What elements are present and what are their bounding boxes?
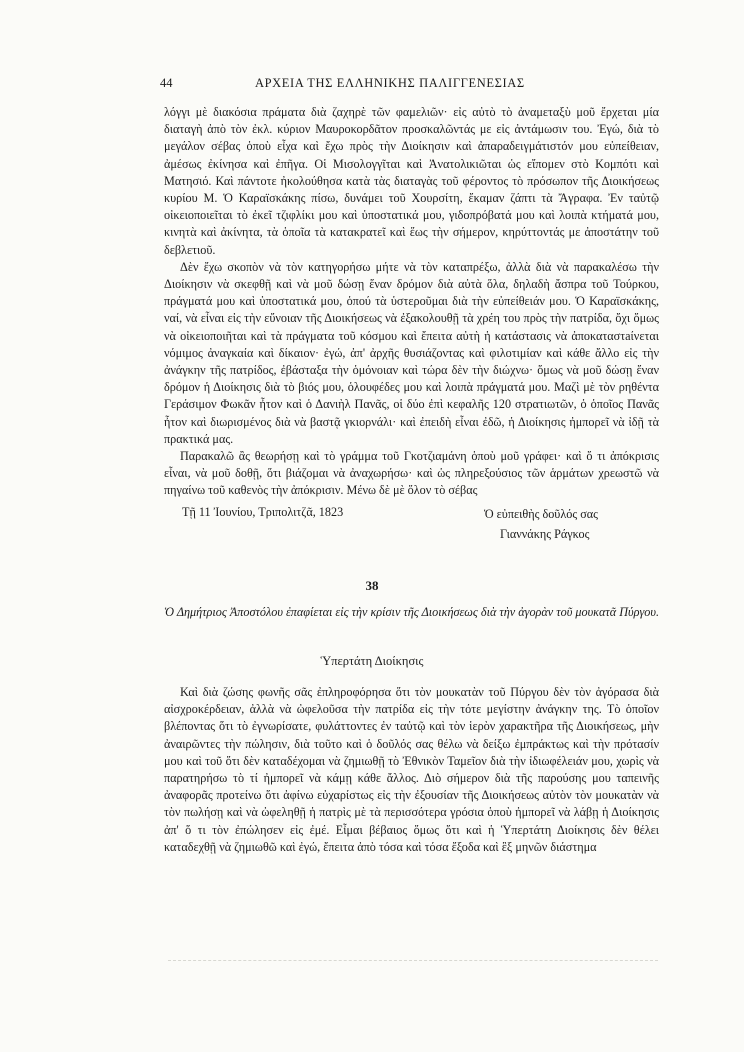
closing-formula: Ὁ εὐπειθὴς δοῦλός σας [484,506,599,521]
signature-name: Γιαννάκης Ράγκος [500,526,590,541]
signature-block [484,504,659,544]
document-number: 38 [365,578,379,593]
running-title: ΑΡΧΕΙΑ ΤΗΣ ΕΛΛΗΝΙΚΗΣ ΠΑΛΙΓΓΕΝΕΣΙΑΣ [255,76,525,90]
letter-37-paragraph-3: Παρακαλῶ ἂς θεωρήσῃ καὶ τὸ γράμμα τοῦ Γκοτζιαμάνη ὁποὺ μοῦ γράφει· καὶ ὅ τι ἀπόκρισις εἶναι, νὰ μοῦ δοθῇ, ὅτι βιάζομαι νὰ ἀναχωρήσω· καὶ ὡς πληρεξούσιος τῶν ἁρμάτων χρεωστῶ νὰ πηγαίνω τοῦ καθενὸς τὴν ἀπόκρισιν. Μένω δὲ μὲ ὅλον τὸ σέβας [164,449,659,498]
letter-37-paragraph-1: λόγγι μὲ διακόσια πράματα διὰ ζαχηρὲ τῶν φαμελιῶν· εἰς αὐτὸ τὸ ἀναμεταξὺ μοῦ ἔρχεται μία διαταγὴ ἀπὸ τὸν ἐκλ. κύριον Μαυροκορδᾶτον προσκαλῶντάς με εἰς ἀντάμωσιν του. Ἐγώ, διὰ τὸ μεγάλον σέβας ὁποὺ εἶχα καὶ ἔχω πρὸς τὴν Διοίκησιν καὶ ἀπαραδειγμάτιστόν μου εὐπείθειαν, ἀμέσως ἐκίνησα καὶ ἐπῆγα. Οἱ Μισολογγῖται καὶ Ἀνατολικιῶται ὡς εἴπομεν στὸ Κομπότι καὶ Ματησιό. Καὶ πάντοτε ἠκολούθησα κατὰ τὰς διαταγὰς τοῦ φέροντος τὸ πρόσωπον τῆς Διοικήσεως κυρίου Μ. Ὁ Καραϊσκάκης πίσω, δυνάμει τοῦ Χουρσίτη, ἔκαμαν ζάπτι τὰ Ἄγραφα. Ἐν ταὐτῷ οἰκειοποιεῖται τὸ ἐκεῖ τζιφλίκι μου καὶ ὑποστατικά μου, γιδοπρόβατά μου καὶ λοιπὰ κτήματά μου, κινητὰ καὶ ἀκίνητα, τὰ ὁποῖα τὰ κατακρατεῖ καὶ ἕως τὴν σήμερον, κηρύττοντάς με ἀποστάτην τοῦ δεβλετιοῦ. [164,105,659,257]
letter-37-paragraph-2: Δὲν ἔχω σκοπὸν νὰ τὸν κατηγορήσω μήτε νὰ τὸν καταπρέξω, ἀλλὰ διὰ νὰ παρακαλέσω τὴν Διοίκησιν νὰ σκεφθῇ καὶ νὰ μοῦ δώσῃ ἕναν δρόμον διὰ αὐτὰ ὅλα, δηλαδὴ ἄσπρα τοῦ Τούρκου, πράγματά μου καὶ ὑποστατικά μου, ὁπού τὰ ὑστεροῦμαι διὰ τὴν εὐπείθειάν μου. Ὁ Καραϊσκάκης, ναί, νὰ εἶναι εἰς τὴν εὔνοιαν τῆς Διοικήσεως νὰ ἐξακολουθῇ τὰ χρέη του πρὸς τὴν πατρίδα, ὄχι ὅμως νὰ οἰκειοποιῆται καὶ τὰ πράγματα τοῦ κόσμου καὶ ἔπειτα αὐτὴ ἡ κατάστασις νὰ ἀποκαταστaίνεται νόμιμος ἀναγκαία καὶ δίκαιον· ἐγώ, ἀπ' ἀρχῆς θυσιάζοντας καὶ φιλοτιμίαν καὶ κάθε ἄλλο εἰς τὴν ἀνάγκην τῆς πατρίδος, ἐβάσταξα τὴν ὁμόνοιαν καὶ τώρα δὲν τὴν διώχνω· ὅμως νὰ μοῦ δώσῃ ἕναν δρόμον ἡ Διοίκησις διὰ τὸ βιός μου, ὁλουφέδες μου καὶ λοιπὰ πράγματά μου. Μαζὶ μὲ τὸν ρηθέντα Γεράσιμον Φωκᾶν ἦτον καὶ ὁ Δανιὴλ Πανᾶς, οἱ δύο ἐπὶ κεφαλῆς 120 στρατιωτῶν, ὁ ὁποῖος Πανᾶς ἦτον καὶ διωρισμένος διὰ νὰ βαστᾷ γκιορνάλι· καὶ ἐπειδὴ εἶναι ἐδῶ, ἡ Διοίκησις ἠμπορεῖ νὰ ἰδῇ τὰ πρακτικά μας. [164,259,659,446]
letter-38-paragraph-1: Καὶ διὰ ζώσης φωνῆς σᾶς ἐπληροφόρησα ὅτι τὸν μουκατὰν τοῦ Πύργου δὲν τὸν ἀγόρασα διὰ αἰσχροκέρδειαν, ἀλλὰ νὰ ὠφελοῦσα τὴν πατρίδα εἰς τὴν τότε μεγίστην ἀνάγκην της. Τὸ ὁποῖον βλέποντας ὅτι τὸ ἐγνωρίσατε, φυλάττοντες ἐν ταὐτῷ καὶ τὸν ἱερὸν χαρακτῆρα τῆς Διοικήσεως, μὴν ἀναιρῶντες τὴν πώλησιν, διὰ τοῦτο καὶ ὁ δοῦλός σας θέλω νὰ δείξω ἐμπράκτως καὶ τὴν πρότασίν μου καὶ τοῦ ὅτι δὲν καταδέχομαι νὰ ζημιωθῇ τὸ Ἐθνικὸν Ταμεῖον διὰ τὴν ἰδιωφέλειάν μου, χωρὶς νὰ παρατηρήσω τὸ τί ἠμπορεῖ νὰ κάμῃ κάθε ἄλλος. Διὸ σήμερον διὰ τῆς παρούσης μου ταπεινῆς ἀναφορᾶς προτείνω ὅτι ἀφίνω εὐχαρίστως εἰς τὴν ἐξουσίαν τῆς Διοικήσεως αὐτὸν τὸν μουκατὰν νὰ τὸν πωλήσῃ καὶ νὰ ὠφεληθῇ ἡ πατρὶς μὲ τὰ περισσότερα γρόσια ὁποὺ ἠμπορεῖ νὰ λάβῃ ἡ Διοίκησις ἀπ' ὅ τι τὸν ἐπώλησεν εἰς ἐμέ. Εἶμαι βέβαιος ὅμως ὅτι καὶ ἡ Ὑπερτάτη Διοίκησις δὲν θέλει καταδεχθῇ νὰ ζημιωθῶ καὶ ἐγώ, ἔπειτα ἀπὸ τόσα καὶ τόσα ἔξοδα καὶ ἓξ μηνῶν διάστημα [164,685,659,854]
scan-artifact-line [168,960,658,961]
page-header [160,76,665,94]
document-summary: Ὁ Δημήτριος Ἀποστόλου ἐπαφίεται εἰς τὴν κρίσιν τῆς Διοικήσεως διὰ τὴν ἀγορὰν τοῦ μουκατᾶ Πύργου. [164,605,659,619]
signature-row [164,504,659,541]
page-number: 44 [160,76,173,90]
letter-date: Τῇ 11 Ἰουνίου, Τριπολιτζᾶ, 1823 [182,504,344,519]
addressee-heading: Ὑπερτάτη Διοίκησις [320,654,424,668]
letter-38-body [164,684,659,856]
letter-37-body [164,104,659,541]
